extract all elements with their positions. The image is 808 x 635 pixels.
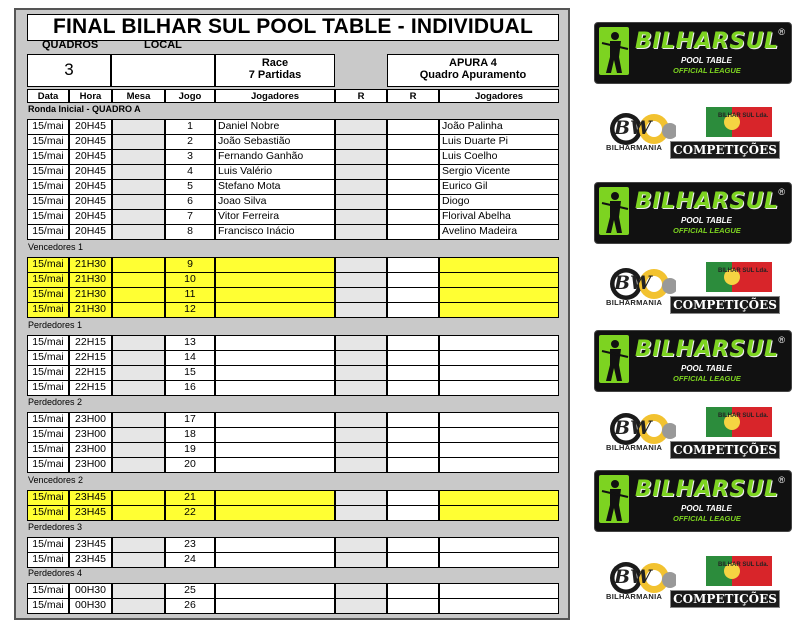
game-jogo-cell: 10 <box>165 272 215 288</box>
game-r1-cell[interactable] <box>335 412 387 428</box>
game-p1-cell[interactable] <box>215 583 335 599</box>
bilharsul-lda-label: BILHAR SUL Lda. <box>718 113 769 119</box>
apura-box <box>387 54 559 87</box>
game-data-cell: 15/mai <box>27 598 69 614</box>
apura-line2: Quadro Apuramento <box>419 69 527 81</box>
game-r1-cell[interactable] <box>335 194 387 210</box>
game-jogo-cell: 6 <box>165 194 215 210</box>
game-p2-cell[interactable]: Diogo <box>439 194 559 210</box>
game-p2-cell[interactable]: Luis Coelho <box>439 149 559 165</box>
column-header: R <box>335 89 387 103</box>
game-r1-cell[interactable] <box>335 335 387 351</box>
game-mesa-cell[interactable] <box>112 134 165 150</box>
game-data-cell: 15/mai <box>27 302 69 318</box>
game-data-cell: 15/mai <box>27 505 69 521</box>
game-data-cell: 15/mai <box>27 457 69 473</box>
competicoes-logo <box>598 258 782 316</box>
game-r1-cell[interactable] <box>335 134 387 150</box>
game-p1-cell[interactable]: Joao Silva <box>215 194 335 210</box>
game-r1-cell[interactable] <box>335 427 387 443</box>
game-jogo-cell: 4 <box>165 164 215 180</box>
game-jogo-cell: 24 <box>165 552 215 568</box>
game-r2-cell[interactable] <box>387 365 439 381</box>
game-r1-cell[interactable] <box>335 209 387 225</box>
bilharsul-lda-label: BILHAR SUL Lda. <box>718 268 769 274</box>
game-p1-cell[interactable]: Stefano Mota <box>215 179 335 195</box>
game-mesa-cell[interactable] <box>112 224 165 240</box>
column-header: R <box>387 89 439 103</box>
game-r1-cell[interactable] <box>335 457 387 473</box>
section-label: Perdedores 1 <box>28 320 83 330</box>
race-line2: 7 Partidas <box>248 69 302 81</box>
game-p2-cell[interactable] <box>439 365 559 381</box>
game-p2-cell[interactable] <box>439 257 559 273</box>
game-hora-cell: 23H45 <box>69 537 112 553</box>
game-hora-cell: 22H15 <box>69 335 112 351</box>
game-r1-cell[interactable] <box>335 490 387 506</box>
quadros-label: QUADROS <box>42 39 99 51</box>
game-hora-cell: 20H45 <box>69 224 112 240</box>
game-r2-cell[interactable] <box>387 537 439 553</box>
game-hora-cell: 20H45 <box>69 164 112 180</box>
competicoes-logo <box>598 552 782 610</box>
game-jogo-cell: 18 <box>165 427 215 443</box>
page-title: FINAL BILHAR SUL POOL TABLE - INDIVIDUAL <box>27 14 559 41</box>
game-p2-cell[interactable] <box>439 427 559 443</box>
game-mesa-cell[interactable] <box>112 490 165 506</box>
game-p1-cell[interactable] <box>215 350 335 366</box>
game-r2-cell[interactable] <box>387 490 439 506</box>
game-p1-cell[interactable]: Francisco Inácio <box>215 224 335 240</box>
game-jogo-cell: 25 <box>165 583 215 599</box>
game-p1-cell[interactable] <box>215 335 335 351</box>
game-r1-cell[interactable] <box>335 583 387 599</box>
game-hora-cell: 23H00 <box>69 457 112 473</box>
bilharmania-label: BILHARMANIA <box>606 592 663 601</box>
bilharsul-name: BILHARSUL <box>635 337 779 362</box>
column-header: Jogadores <box>215 89 335 103</box>
game-mesa-cell[interactable] <box>112 335 165 351</box>
game-r2-cell[interactable] <box>387 335 439 351</box>
local-label: LOCAL <box>144 39 182 51</box>
game-hora-cell: 20H45 <box>69 119 112 135</box>
game-r2-cell[interactable] <box>387 442 439 458</box>
game-jogo-cell: 16 <box>165 380 215 396</box>
game-jogo-cell: 15 <box>165 365 215 381</box>
game-mesa-cell[interactable] <box>112 302 165 318</box>
game-p2-cell[interactable] <box>439 412 559 428</box>
game-jogo-cell: 3 <box>165 149 215 165</box>
game-data-cell: 15/mai <box>27 287 69 303</box>
game-data-cell: 15/mai <box>27 442 69 458</box>
game-p2-cell[interactable] <box>439 380 559 396</box>
competicoes-label: COMPETIÇÕES <box>670 441 780 459</box>
bilharsul-logo <box>594 22 792 84</box>
game-r2-cell[interactable] <box>387 224 439 240</box>
game-p1-cell[interactable] <box>215 257 335 273</box>
game-r2-cell[interactable] <box>387 164 439 180</box>
game-r1-cell[interactable] <box>335 272 387 288</box>
bilharsul-tagline: POOL TABLE <box>681 504 732 513</box>
game-mesa-cell[interactable] <box>112 257 165 273</box>
game-hora-cell: 21H30 <box>69 302 112 318</box>
game-mesa-cell[interactable] <box>112 598 165 614</box>
competicoes-logo <box>598 103 782 161</box>
game-p2-cell[interactable] <box>439 537 559 553</box>
game-hora-cell: 23H45 <box>69 505 112 521</box>
game-mesa-cell[interactable] <box>112 179 165 195</box>
game-p1-cell[interactable] <box>215 287 335 303</box>
game-jogo-cell: 17 <box>165 412 215 428</box>
registered-mark: ® <box>778 475 785 485</box>
bilharsul-league: OFFICIAL LEAGUE <box>673 66 741 75</box>
game-data-cell: 15/mai <box>27 427 69 443</box>
portugal-flag-icon <box>706 556 772 586</box>
game-mesa-cell[interactable] <box>112 380 165 396</box>
game-p1-cell[interactable] <box>215 380 335 396</box>
bilharsul-league: OFFICIAL LEAGUE <box>673 514 741 523</box>
game-p1-cell[interactable]: João Sebastião <box>215 134 335 150</box>
portugal-flag-icon <box>706 262 772 292</box>
game-r1-cell[interactable] <box>335 537 387 553</box>
section-label: Perdedores 3 <box>28 522 83 532</box>
game-p2-cell[interactable] <box>439 335 559 351</box>
game-mesa-cell[interactable] <box>112 209 165 225</box>
game-hora-cell: 23H00 <box>69 442 112 458</box>
competicoes-logo <box>598 403 782 461</box>
game-r2-cell[interactable] <box>387 149 439 165</box>
game-data-cell: 15/mai <box>27 209 69 225</box>
game-r1-cell[interactable] <box>335 164 387 180</box>
game-data-cell: 15/mai <box>27 224 69 240</box>
game-r1-cell[interactable] <box>335 119 387 135</box>
column-header: Jogo <box>165 89 215 103</box>
game-r2-cell[interactable] <box>387 194 439 210</box>
competicoes-label: COMPETIÇÕES <box>670 296 780 314</box>
game-jogo-cell: 7 <box>165 209 215 225</box>
game-r1-cell[interactable] <box>335 505 387 521</box>
game-r2-cell[interactable] <box>387 257 439 273</box>
bilharsul-lda-label: BILHAR SUL Lda. <box>718 413 769 419</box>
game-mesa-cell[interactable] <box>112 552 165 568</box>
game-mesa-cell[interactable] <box>112 457 165 473</box>
game-hora-cell: 20H45 <box>69 134 112 150</box>
game-hora-cell: 21H30 <box>69 257 112 273</box>
game-p1-cell[interactable]: Luis Valério <box>215 164 335 180</box>
game-jogo-cell: 21 <box>165 490 215 506</box>
game-data-cell: 15/mai <box>27 257 69 273</box>
game-p1-cell[interactable] <box>215 598 335 614</box>
game-p1-cell[interactable]: Fernando Ganhão <box>215 149 335 165</box>
game-hora-cell: 23H00 <box>69 412 112 428</box>
game-jogo-cell: 8 <box>165 224 215 240</box>
section-label: Ronda Inicial - QUADRO A <box>28 104 141 114</box>
game-data-cell: 15/mai <box>27 272 69 288</box>
game-hora-cell: 23H45 <box>69 490 112 506</box>
game-p1-cell[interactable] <box>215 427 335 443</box>
game-r1-cell[interactable] <box>335 302 387 318</box>
section-label: Perdedores 2 <box>28 397 83 407</box>
game-p2-cell[interactable] <box>439 552 559 568</box>
game-p2-cell[interactable] <box>439 583 559 599</box>
game-r2-cell[interactable] <box>387 412 439 428</box>
race-line1: Race <box>261 57 289 69</box>
game-r2-cell[interactable] <box>387 272 439 288</box>
game-data-cell: 15/mai <box>27 537 69 553</box>
game-hora-cell: 00H30 <box>69 583 112 599</box>
game-jogo-cell: 20 <box>165 457 215 473</box>
column-header: Data <box>27 89 69 103</box>
game-mesa-cell[interactable] <box>112 272 165 288</box>
game-r1-cell[interactable] <box>335 287 387 303</box>
bilharmania-label: BILHARMANIA <box>606 298 663 307</box>
game-r2-cell[interactable] <box>387 457 439 473</box>
race-box <box>215 54 335 87</box>
player-silhouette-icon <box>599 335 629 383</box>
game-hora-cell: 20H45 <box>69 179 112 195</box>
game-mesa-cell[interactable] <box>112 350 165 366</box>
quadros-value: 3 <box>27 54 111 87</box>
game-r2-cell[interactable] <box>387 427 439 443</box>
game-mesa-cell[interactable] <box>112 505 165 521</box>
game-mesa-cell[interactable] <box>112 442 165 458</box>
game-p1-cell[interactable] <box>215 365 335 381</box>
game-mesa-cell[interactable] <box>112 119 165 135</box>
game-r2-cell[interactable] <box>387 598 439 614</box>
game-data-cell: 15/mai <box>27 134 69 150</box>
bw-monogram: BW <box>614 117 652 139</box>
column-header: Jogadores <box>439 89 559 103</box>
game-mesa-cell[interactable] <box>112 164 165 180</box>
game-p1-cell[interactable]: Vitor Ferreira <box>215 209 335 225</box>
game-data-cell: 15/mai <box>27 490 69 506</box>
game-data-cell: 15/mai <box>27 194 69 210</box>
section-label: Vencedores 2 <box>28 475 84 485</box>
game-p1-cell[interactable] <box>215 302 335 318</box>
game-r1-cell[interactable] <box>335 224 387 240</box>
portugal-flag-icon <box>706 407 772 437</box>
game-data-cell: 15/mai <box>27 350 69 366</box>
game-p2-cell[interactable]: Luis Duarte Pi <box>439 134 559 150</box>
game-r2-cell[interactable] <box>387 119 439 135</box>
game-jogo-cell: 9 <box>165 257 215 273</box>
game-data-cell: 15/mai <box>27 380 69 396</box>
game-jogo-cell: 19 <box>165 442 215 458</box>
game-mesa-cell[interactable] <box>112 427 165 443</box>
bw-monogram: BW <box>614 272 652 294</box>
game-p1-cell[interactable] <box>215 442 335 458</box>
game-r2-cell[interactable] <box>387 380 439 396</box>
game-hora-cell: 22H15 <box>69 365 112 381</box>
game-r2-cell[interactable] <box>387 209 439 225</box>
game-jogo-cell: 22 <box>165 505 215 521</box>
game-r1-cell[interactable] <box>335 350 387 366</box>
game-hora-cell: 23H00 <box>69 427 112 443</box>
bilharsul-name: BILHARSUL <box>635 29 779 54</box>
game-mesa-cell[interactable] <box>112 365 165 381</box>
column-header: Mesa <box>112 89 165 103</box>
game-jogo-cell: 14 <box>165 350 215 366</box>
game-r2-cell[interactable] <box>387 505 439 521</box>
game-p2-cell[interactable] <box>439 272 559 288</box>
game-r1-cell[interactable] <box>335 380 387 396</box>
registered-mark: ® <box>778 187 785 197</box>
registered-mark: ® <box>778 27 785 37</box>
game-p2-cell[interactable]: João Palinha <box>439 119 559 135</box>
game-p2-cell[interactable]: Eurico Gil <box>439 179 559 195</box>
game-mesa-cell[interactable] <box>112 412 165 428</box>
game-data-cell: 15/mai <box>27 583 69 599</box>
bilharsul-tagline: POOL TABLE <box>681 364 732 373</box>
bilharsul-league: OFFICIAL LEAGUE <box>673 226 741 235</box>
bw-monogram: BW <box>614 566 652 588</box>
bracket-sheet <box>14 8 570 620</box>
apura-line1: APURA 4 <box>449 57 497 69</box>
bilharsul-name: BILHARSUL <box>635 477 779 502</box>
game-r1-cell[interactable] <box>335 149 387 165</box>
game-hora-cell: 22H15 <box>69 380 112 396</box>
game-data-cell: 15/mai <box>27 335 69 351</box>
bilharsul-league: OFFICIAL LEAGUE <box>673 374 741 383</box>
game-data-cell: 15/mai <box>27 365 69 381</box>
player-silhouette-icon <box>599 187 629 235</box>
game-jogo-cell: 2 <box>165 134 215 150</box>
game-data-cell: 15/mai <box>27 149 69 165</box>
game-jogo-cell: 13 <box>165 335 215 351</box>
section-label: Perdedores 4 <box>28 568 83 578</box>
game-jogo-cell: 12 <box>165 302 215 318</box>
game-jogo-cell: 23 <box>165 537 215 553</box>
game-p1-cell[interactable]: Daniel Nobre <box>215 119 335 135</box>
game-hora-cell: 20H45 <box>69 149 112 165</box>
game-p2-cell[interactable]: Sergio Vicente <box>439 164 559 180</box>
local-value <box>111 54 215 87</box>
game-data-cell: 15/mai <box>27 412 69 428</box>
game-data-cell: 15/mai <box>27 552 69 568</box>
game-p2-cell[interactable] <box>439 490 559 506</box>
bilharsul-logo <box>594 182 792 244</box>
game-p1-cell[interactable] <box>215 272 335 288</box>
game-r2-cell[interactable] <box>387 302 439 318</box>
game-hora-cell: 20H45 <box>69 209 112 225</box>
game-r2-cell[interactable] <box>387 134 439 150</box>
game-r2-cell[interactable] <box>387 179 439 195</box>
game-r2-cell[interactable] <box>387 350 439 366</box>
game-data-cell: 15/mai <box>27 179 69 195</box>
game-r1-cell[interactable] <box>335 257 387 273</box>
game-p1-cell[interactable] <box>215 457 335 473</box>
game-hora-cell: 22H15 <box>69 350 112 366</box>
game-r2-cell[interactable] <box>387 583 439 599</box>
game-r1-cell[interactable] <box>335 442 387 458</box>
game-mesa-cell[interactable] <box>112 287 165 303</box>
bilharmania-label: BILHARMANIA <box>606 443 663 452</box>
bilharmania-label: BILHARMANIA <box>606 143 663 152</box>
game-r1-cell[interactable] <box>335 598 387 614</box>
game-r1-cell[interactable] <box>335 552 387 568</box>
game-p2-cell[interactable] <box>439 505 559 521</box>
game-hora-cell: 00H30 <box>69 598 112 614</box>
game-p2-cell[interactable]: Avelino Madeira <box>439 224 559 240</box>
column-header: Hora <box>69 89 112 103</box>
game-p1-cell[interactable] <box>215 412 335 428</box>
game-p2-cell[interactable] <box>439 457 559 473</box>
bilharsul-logo <box>594 330 792 392</box>
bw-monogram: BW <box>614 417 652 439</box>
game-p2-cell[interactable] <box>439 287 559 303</box>
game-p2-cell[interactable] <box>439 442 559 458</box>
game-mesa-cell[interactable] <box>112 149 165 165</box>
game-jogo-cell: 11 <box>165 287 215 303</box>
competicoes-label: COMPETIÇÕES <box>670 590 780 608</box>
game-p2-cell[interactable] <box>439 350 559 366</box>
game-p2-cell[interactable] <box>439 598 559 614</box>
game-hora-cell: 20H45 <box>69 194 112 210</box>
game-jogo-cell: 26 <box>165 598 215 614</box>
game-p1-cell[interactable] <box>215 505 335 521</box>
game-hora-cell: 21H30 <box>69 272 112 288</box>
game-hora-cell: 21H30 <box>69 287 112 303</box>
game-p1-cell[interactable] <box>215 537 335 553</box>
player-silhouette-icon <box>599 475 629 523</box>
portugal-flag-icon <box>706 107 772 137</box>
bilharsul-name: BILHARSUL <box>635 189 779 214</box>
game-mesa-cell[interactable] <box>112 583 165 599</box>
game-hora-cell: 23H45 <box>69 552 112 568</box>
game-p1-cell[interactable] <box>215 490 335 506</box>
bilharsul-tagline: POOL TABLE <box>681 216 732 225</box>
game-r1-cell[interactable] <box>335 365 387 381</box>
game-data-cell: 15/mai <box>27 119 69 135</box>
registered-mark: ® <box>778 335 785 345</box>
game-jogo-cell: 1 <box>165 119 215 135</box>
competicoes-label: COMPETIÇÕES <box>670 141 780 159</box>
bilharsul-lda-label: BILHAR SUL Lda. <box>718 562 769 568</box>
game-p2-cell[interactable] <box>439 302 559 318</box>
game-r2-cell[interactable] <box>387 287 439 303</box>
game-mesa-cell[interactable] <box>112 537 165 553</box>
bilharsul-tagline: POOL TABLE <box>681 56 732 65</box>
bilharsul-logo <box>594 470 792 532</box>
game-r2-cell[interactable] <box>387 552 439 568</box>
game-jogo-cell: 5 <box>165 179 215 195</box>
game-p1-cell[interactable] <box>215 552 335 568</box>
game-data-cell: 15/mai <box>27 164 69 180</box>
section-label: Vencedores 1 <box>28 242 84 252</box>
game-p2-cell[interactable]: Florival Abelha <box>439 209 559 225</box>
game-mesa-cell[interactable] <box>112 194 165 210</box>
player-silhouette-icon <box>599 27 629 75</box>
game-r1-cell[interactable] <box>335 179 387 195</box>
